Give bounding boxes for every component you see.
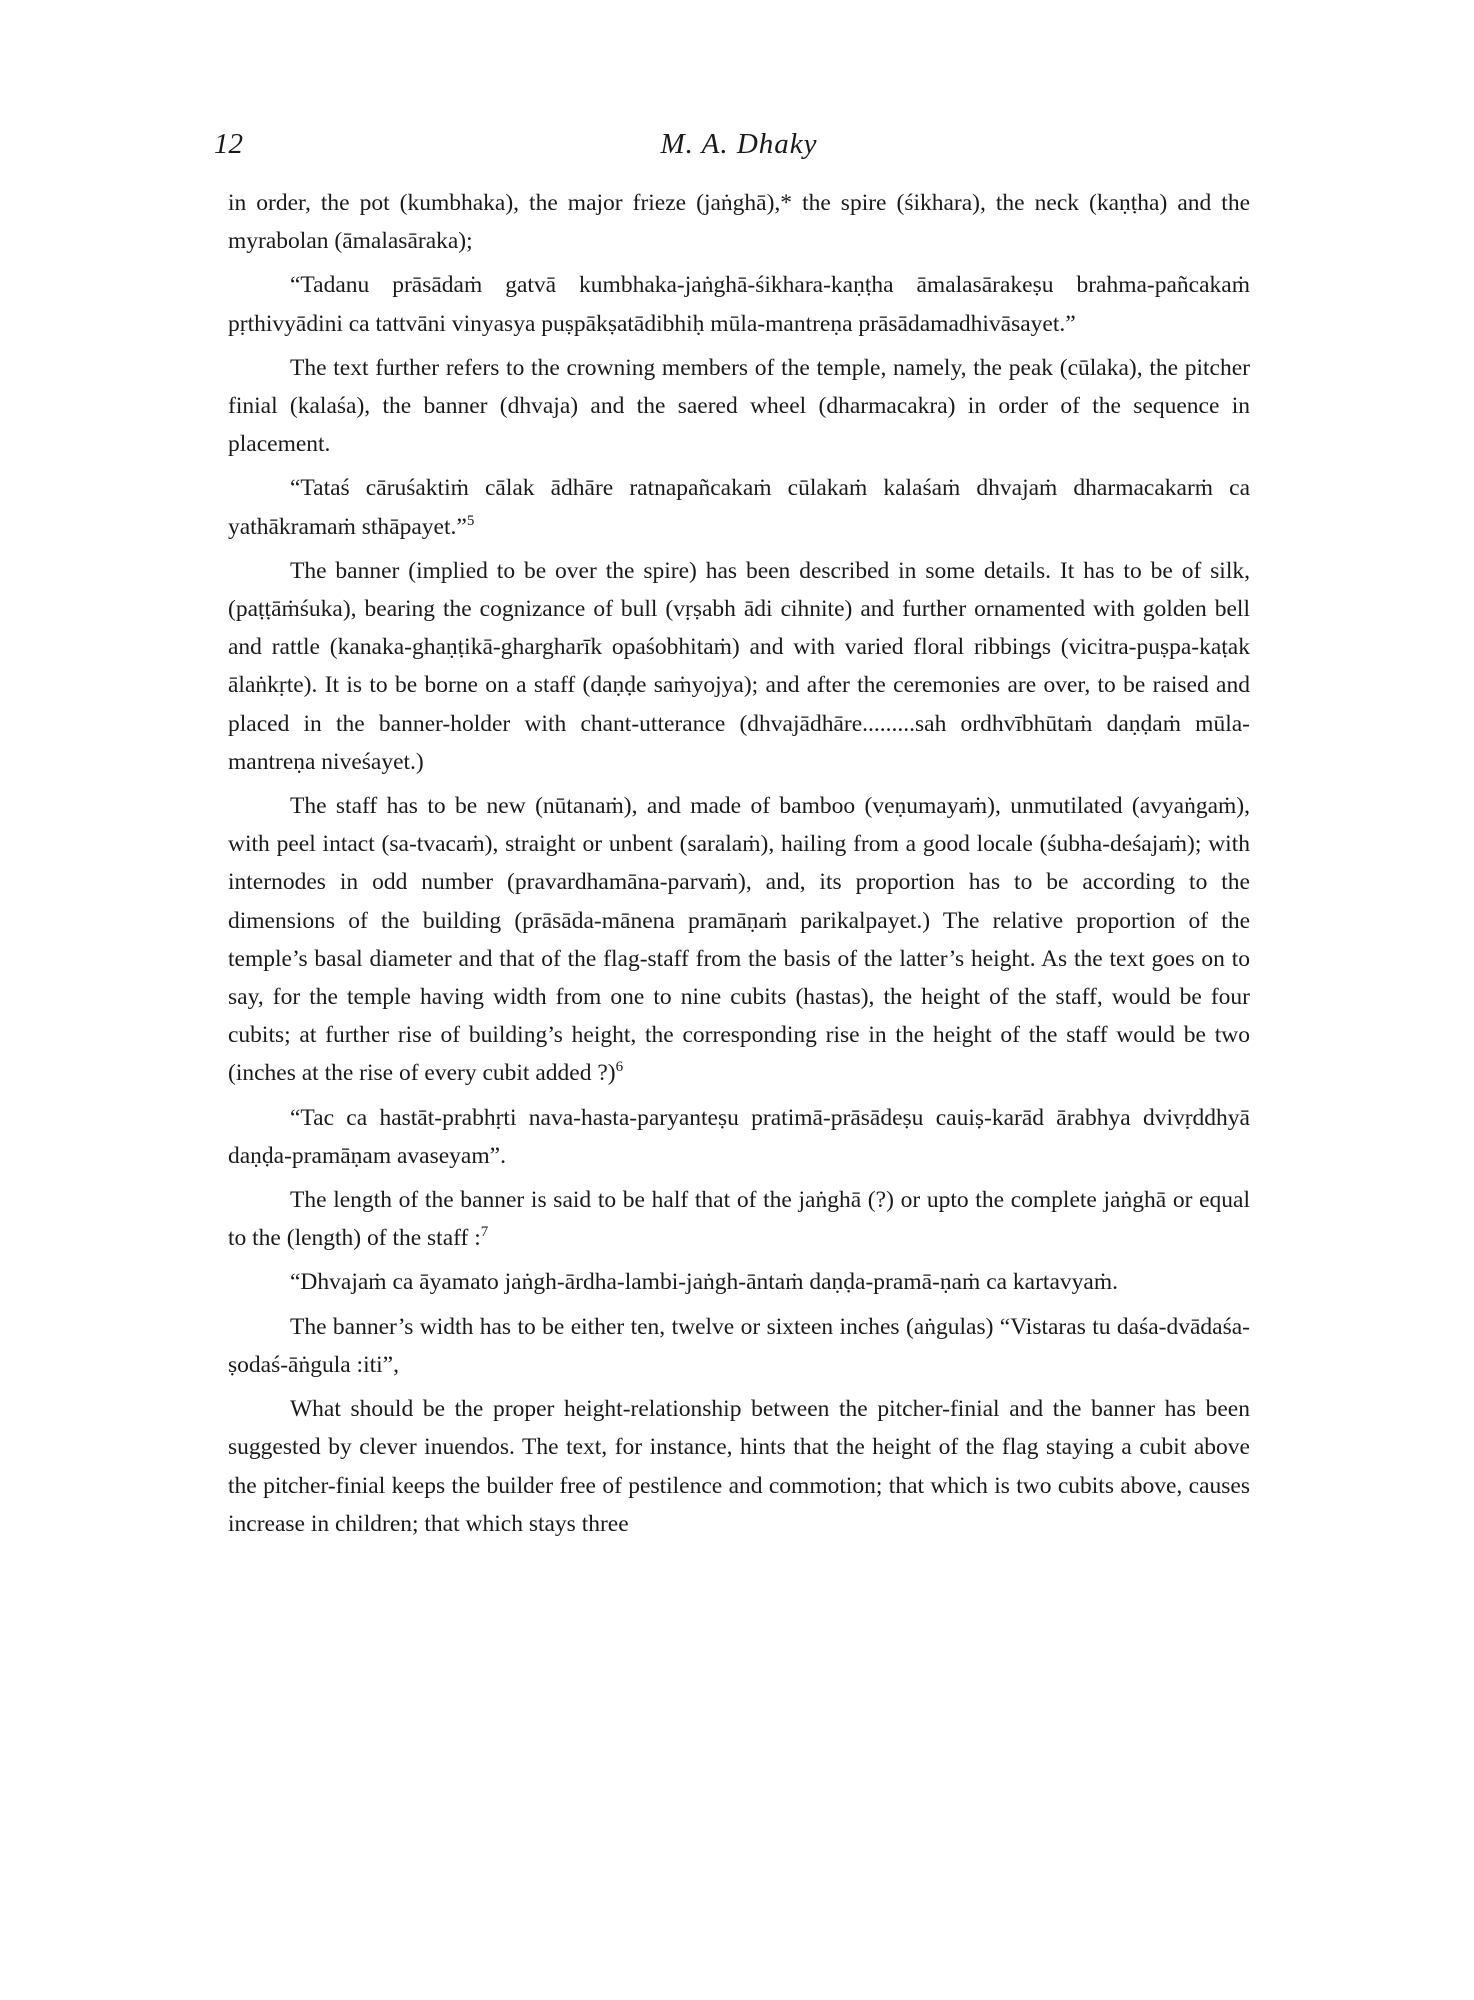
paragraph-banner-width: The banner’s width has to be either ten, twelve or sixteen inches (aṅgulas) “Vistaras tu daśa-dvādaśa-ṣodaś-āṅgula :iti”,: [228, 1313, 1250, 1378]
footnote-mark-7: 7: [480, 1224, 489, 1241]
paragraph-banner-length: The length of the banner is said to be half that of the jaṅghā (?) or upto the complete jaṅghā or equal to the (length) of the staff :$^7$: [228, 1187, 1250, 1252]
paragraph-continuation: in order, the pot (kumbhaka), the major frieze (jaṅghā),* the spire (śikhara), the neck (kaṇṭha) and the myrabolan (āmalasāraka);: [228, 190, 1250, 255]
paragraph-banner: The banner (implied to be over the spire) has been described in some details. It has to be of silk, (paṭṭāṁśuka), bearing the cognizance of bull (vṛṣabh ādi cihnite) and further ornamented with golden bell and rattle (kanaka-ghaṇṭikā-ghargharīk opaśobhitaṁ) and with varied floral ribbings (vicitra-puṣpa-kaṭak ālaṅkṛte). It is to be borne on a staff (daṇḍe saṁyojya); and after the ceremonies are over, to be raised and placed in the banner-holder with chant-utterance (dhvajādhāre.........sah ordhvībhūtaṁ daṇḍaṁ mūla-mantreṇa niveśayet.): [228, 557, 1250, 775]
quote-dhvajam: “Dhvajaṁ ca āyamato jaṅgh-ārdha-lambi-jaṅgh-āntaṁ daṇḍa-pramā-ṇaṁ ca kartavyaṁ.: [290, 1269, 1118, 1296]
paragraph-staff: The staff has to be new (nūtanaṁ), and made of bamboo (veṇumayaṁ), unmutilated (avyaṅgaṁ), with peel intact (sa-tvacaṁ), straight or unbent (saralaṁ), hailing from a good locale (śubha-deśajaṁ); with internodes in odd number (pravardhamāna-parvaṁ), and, its proportion has to be according to the dimensions of the building (prāsāda-mānena pramāṇaṁ parikalpayet.) The relative proportion of the temple’s basal diameter and that of the flag-staff from the basis of the latter’s height. As the text goes on to say, for the temple having width from one to nine cubits (hastas), the height of the staff, would be four cubits; at further rise of building’s height, the corresponding rise in the height of the staff would be two (inches at the rise of every cubit added ?)$^6$: [228, 793, 1250, 1087]
footnote-mark-5: 5: [466, 512, 475, 529]
paragraph-crowning-members: The text further refers to the crowning members of the temple, namely, the peak (cūlaka), the pitcher finial (kalaśa), the banner (dhvaja) and the saered wheel (dharmacakra) in order of the sequence in placement.: [228, 354, 1250, 458]
document-page: [214, 128, 1250, 1549]
footnote-mark-6: 6: [615, 1059, 624, 1076]
running-head: M. A. Dhaky: [660, 128, 818, 160]
page-header: [214, 128, 1250, 168]
quote-tac-ca: “Tac ca hastāt-prabhṛti nava-hasta-paryanteṣu pratimā-prāsādeṣu cauiṣ-karād ārabhya dvivṛddhyā daṇḍa-pramāṇam avaseyam”.: [228, 1104, 1250, 1169]
quote-tadanu: “Tadanu prāsādaṁ gatvā kumbhaka-jaṅghā-śikhara-kaṇṭha āmalasārakeṣu brahma-pañcakaṁ pṛthivyādini ca tattvāni vinyasya puṣpākṣatādibhiḥ mūla-mantreṇa prāsādamadhivāsayet.”: [228, 272, 1250, 337]
paragraph-height-relationship: What should be the proper height-relationship between the pitcher-finial and the banner has been suggested by clever inuendos. The text, for instance, hints that the height of the flag staying a cubit above the pitcher-finial keeps the builder free of pestilence and commotion; that which is two cubits above, causes increase in children; that which stays three: [228, 1396, 1250, 1537]
page-number: 12: [214, 128, 243, 160]
quote-tatas: “Tataś cāruśaktiṁ cālak ādhāre ratnapañcakaṁ cūlakaṁ kalaśaṁ dhvajaṁ dharmacakarṁ ca yathākramaṁ sthāpayet.”$^5$: [228, 475, 1250, 540]
